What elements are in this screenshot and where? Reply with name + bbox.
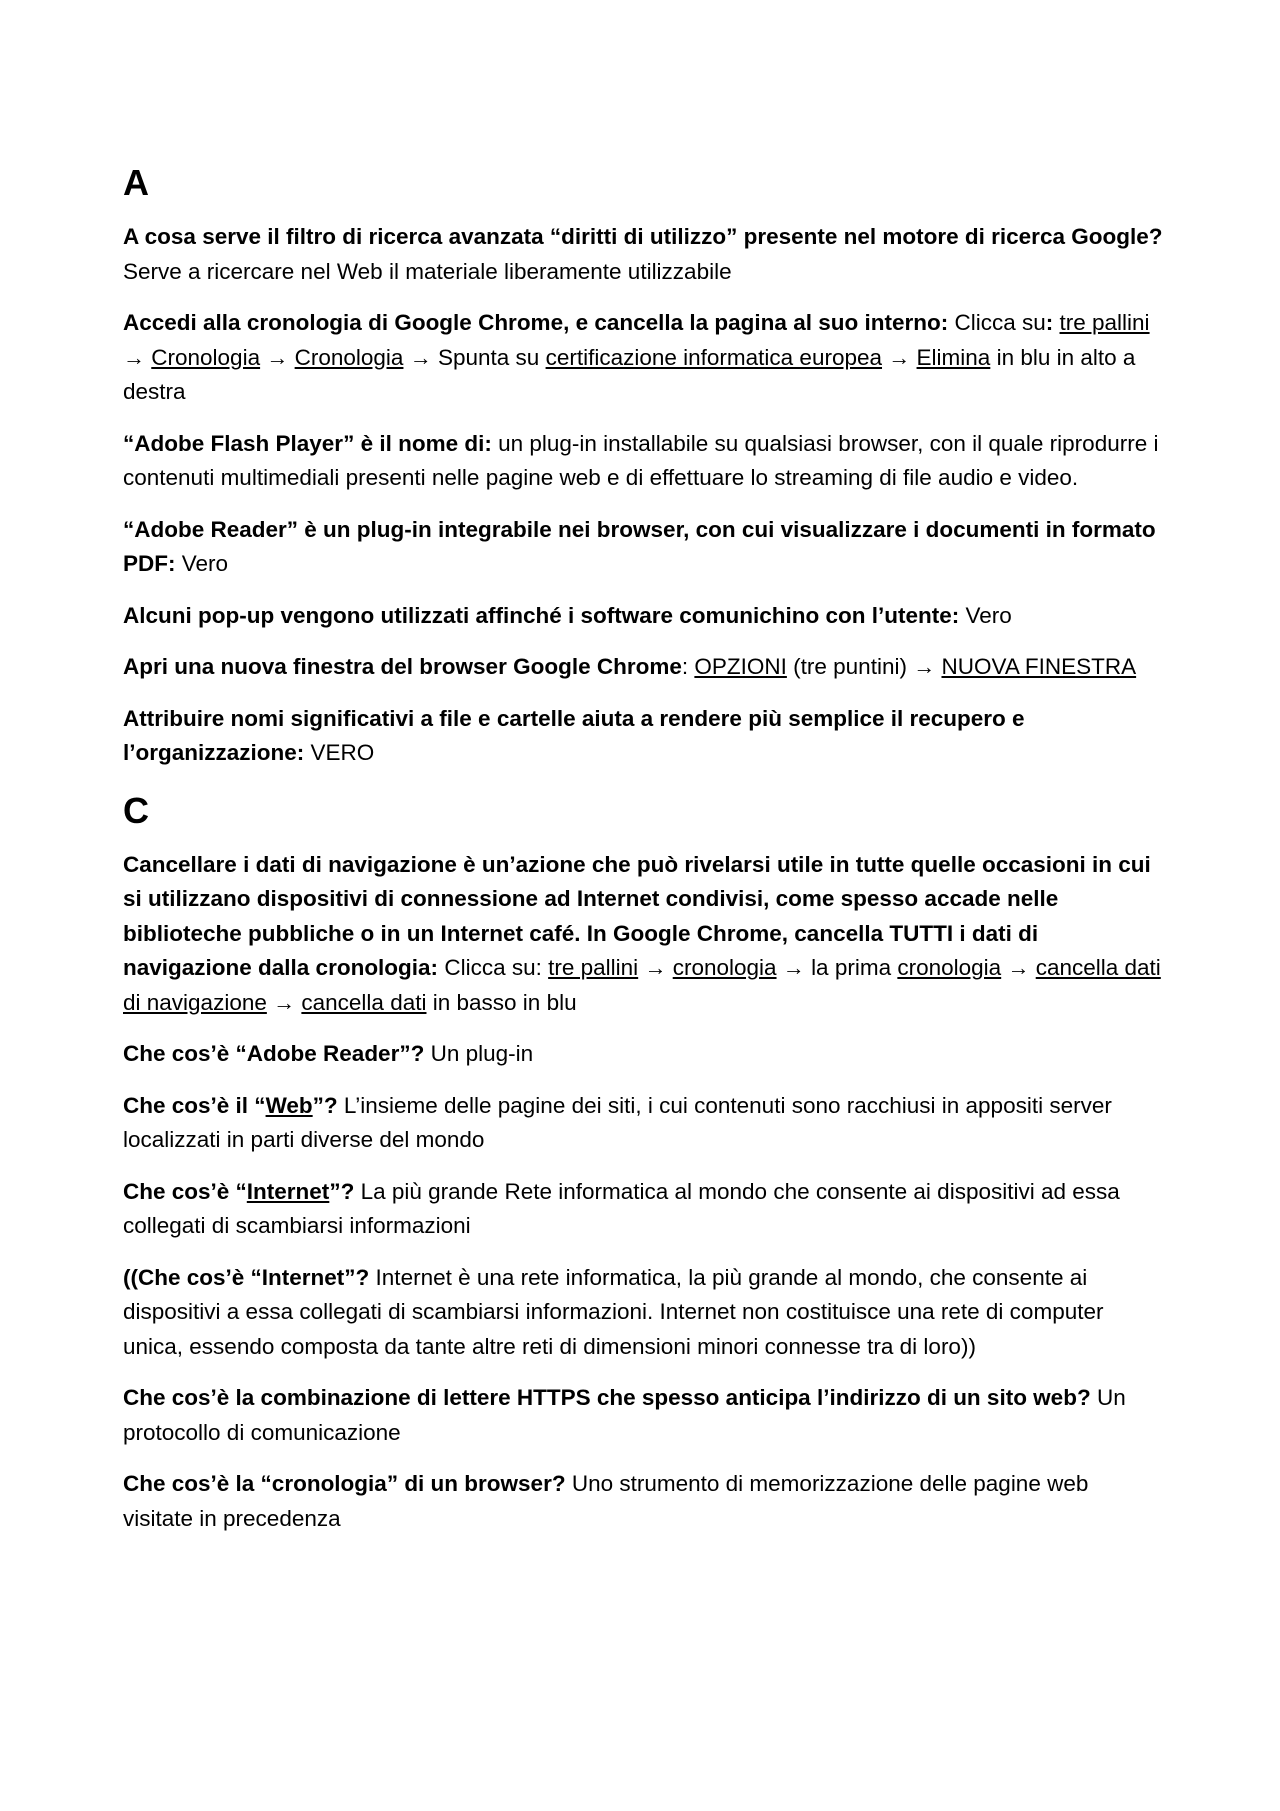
arrow-right-icon: → — [644, 955, 667, 980]
section-heading-a: A — [123, 162, 149, 203]
answer-colon: : — [1045, 310, 1054, 335]
underlined-step: cronologia — [897, 955, 1002, 980]
arrow-right-icon: → — [409, 344, 432, 370]
underlined-step: Elimina — [916, 344, 991, 370]
qa-item — [123, 513, 1163, 582]
question: “Adobe Flash Player” è il nome di: — [123, 430, 492, 456]
arrow-right-icon: → — [913, 654, 936, 679]
qa-item — [123, 427, 1163, 496]
answer: La più grande Rete informatica al mondo che consente ai dispositivi ad essa collegati di scambiarsi informazioni — [123, 1178, 1120, 1238]
underlined-step: cancella dati di navigazione — [123, 955, 1161, 1015]
answer-colon: : — [681, 654, 689, 679]
answer: Un protocollo di comunicazione — [123, 1385, 1126, 1445]
arrow-right-icon: → — [123, 344, 145, 370]
question: Che cos’è “Adobe Reader”? — [123, 1041, 425, 1066]
answer-text: la prima — [811, 955, 892, 980]
question: Che cos’è la combinazione di lettere HTTPS che spesso anticipa l’indirizzo di un sito web? — [123, 1385, 1091, 1410]
question-text: Che cos’è “ — [123, 1178, 247, 1204]
arrow-right-icon: → — [888, 344, 911, 370]
underlined-term: Internet — [246, 1178, 330, 1204]
question — [123, 1179, 354, 1204]
question: ((Che cos’è “Internet”? — [123, 1264, 370, 1290]
answer-text: (tre puntini) — [793, 654, 907, 679]
arrow-right-icon: → — [782, 955, 805, 980]
answer-text: in blu in alto a destra — [123, 344, 1136, 404]
answer: Vero — [181, 551, 229, 576]
question: Che cos’è la “cronologia” di un browser? — [123, 1471, 566, 1496]
underlined-term: Web — [265, 1092, 313, 1118]
question: A cosa serve il filtro di ricerca avanzata “diritti di utilizzo” presente nel motore di ricerca Google? — [123, 224, 1163, 249]
qa-item — [123, 1175, 1163, 1244]
qa-item — [123, 306, 1163, 410]
question: Accedi alla cronologia di Google Chrome, e cancella la pagina al suo interno: — [123, 310, 949, 335]
underlined-step: Cronologia — [294, 344, 404, 370]
question-text: ”? — [312, 1092, 338, 1118]
qa-item — [123, 599, 1163, 634]
section-heading-c: C — [123, 789, 149, 831]
underlined-step: tre pallini — [548, 955, 639, 980]
question: Apri una nuova finestra del browser Google Chrome — [123, 654, 682, 679]
qa-item — [123, 1467, 1163, 1536]
answer-text: Spunta su — [437, 344, 540, 370]
answer: L’insieme delle pagine dei siti, i cui contenuti sono racchiusi in appositi server localizzati in parti diverse del mondo — [123, 1092, 1112, 1152]
qa-item — [123, 848, 1163, 1021]
answer: Uno strumento di memorizzazione delle pagine web visitate in precedenza — [123, 1471, 1089, 1531]
answer: Un plug-in — [430, 1041, 534, 1066]
answer: Internet è una rete informatica, la più grande al mondo, che consente ai dispositivi a essa collegati di scambiarsi informazioni. Internet non costituisce una rete di computer unica, essendo composta da tante altre reti di dimensioni minori connesse tra di loro)) — [123, 1264, 1104, 1359]
underlined-step: Cronologia — [151, 344, 261, 370]
answer-text: Clicca su — [954, 310, 1046, 335]
underlined-step: cronologia — [672, 955, 777, 980]
question-text: Che cos’è il “ — [123, 1092, 266, 1118]
answer: Serve a ricercare nel Web il materiale liberamente utilizzabile — [123, 258, 732, 284]
arrow-right-icon: → — [266, 344, 289, 370]
answer-text: in basso in blu — [432, 989, 577, 1015]
qa-item — [123, 702, 1163, 771]
question-text: ”? — [329, 1178, 355, 1204]
answer: VERO — [310, 740, 375, 765]
qa-item — [123, 220, 1163, 289]
qa-item — [123, 1261, 1163, 1365]
question: Cancellare i dati di navigazione è un’azione che può rivelarsi utile in tutte quelle occasioni in cui si utilizzano dispositivi di connessione ad Internet condivisi, come spesso accade nelle biblioteche pubbliche o in un Internet café. In Google Chrome, cancella TUTTI i dati di navigazione dalla cronologia: — [123, 851, 1151, 980]
qa-item — [123, 1381, 1163, 1450]
underlined-step: cancella dati — [301, 989, 427, 1015]
underlined-step: OPZIONI — [694, 654, 787, 679]
qa-item — [123, 1089, 1163, 1158]
question: Attribuire nomi significativi a file e cartelle aiuta a rendere più semplice il recupero e l’organizzazione: — [123, 705, 1025, 765]
question: Alcuni pop-up vengono utilizzati affinché i software comunichino con l’utente: — [123, 602, 960, 628]
underlined-step: certificazione informatica europea — [545, 344, 883, 370]
underlined-step: tre pallini — [1059, 310, 1150, 335]
qa-item — [123, 650, 1163, 685]
question: “Adobe Reader” è un plug-in integrabile nei browser, con cui visualizzare i documenti in formato PDF: — [123, 516, 1156, 576]
answer-text: Clicca su: — [444, 955, 542, 980]
underlined-step: NUOVA FINESTRA — [941, 654, 1137, 679]
qa-item — [123, 1037, 1163, 1072]
document-content — [123, 160, 1163, 1553]
answer: un plug-in installabile su qualsiasi browser, con il quale riprodurre i contenuti multimediali presenti nelle pagine web e di effettuare lo streaming di file audio e video. — [123, 430, 1159, 490]
arrow-right-icon: → — [273, 989, 296, 1015]
question — [123, 1093, 338, 1118]
arrow-right-icon: → — [1007, 955, 1030, 980]
answer: Vero — [965, 602, 1012, 628]
